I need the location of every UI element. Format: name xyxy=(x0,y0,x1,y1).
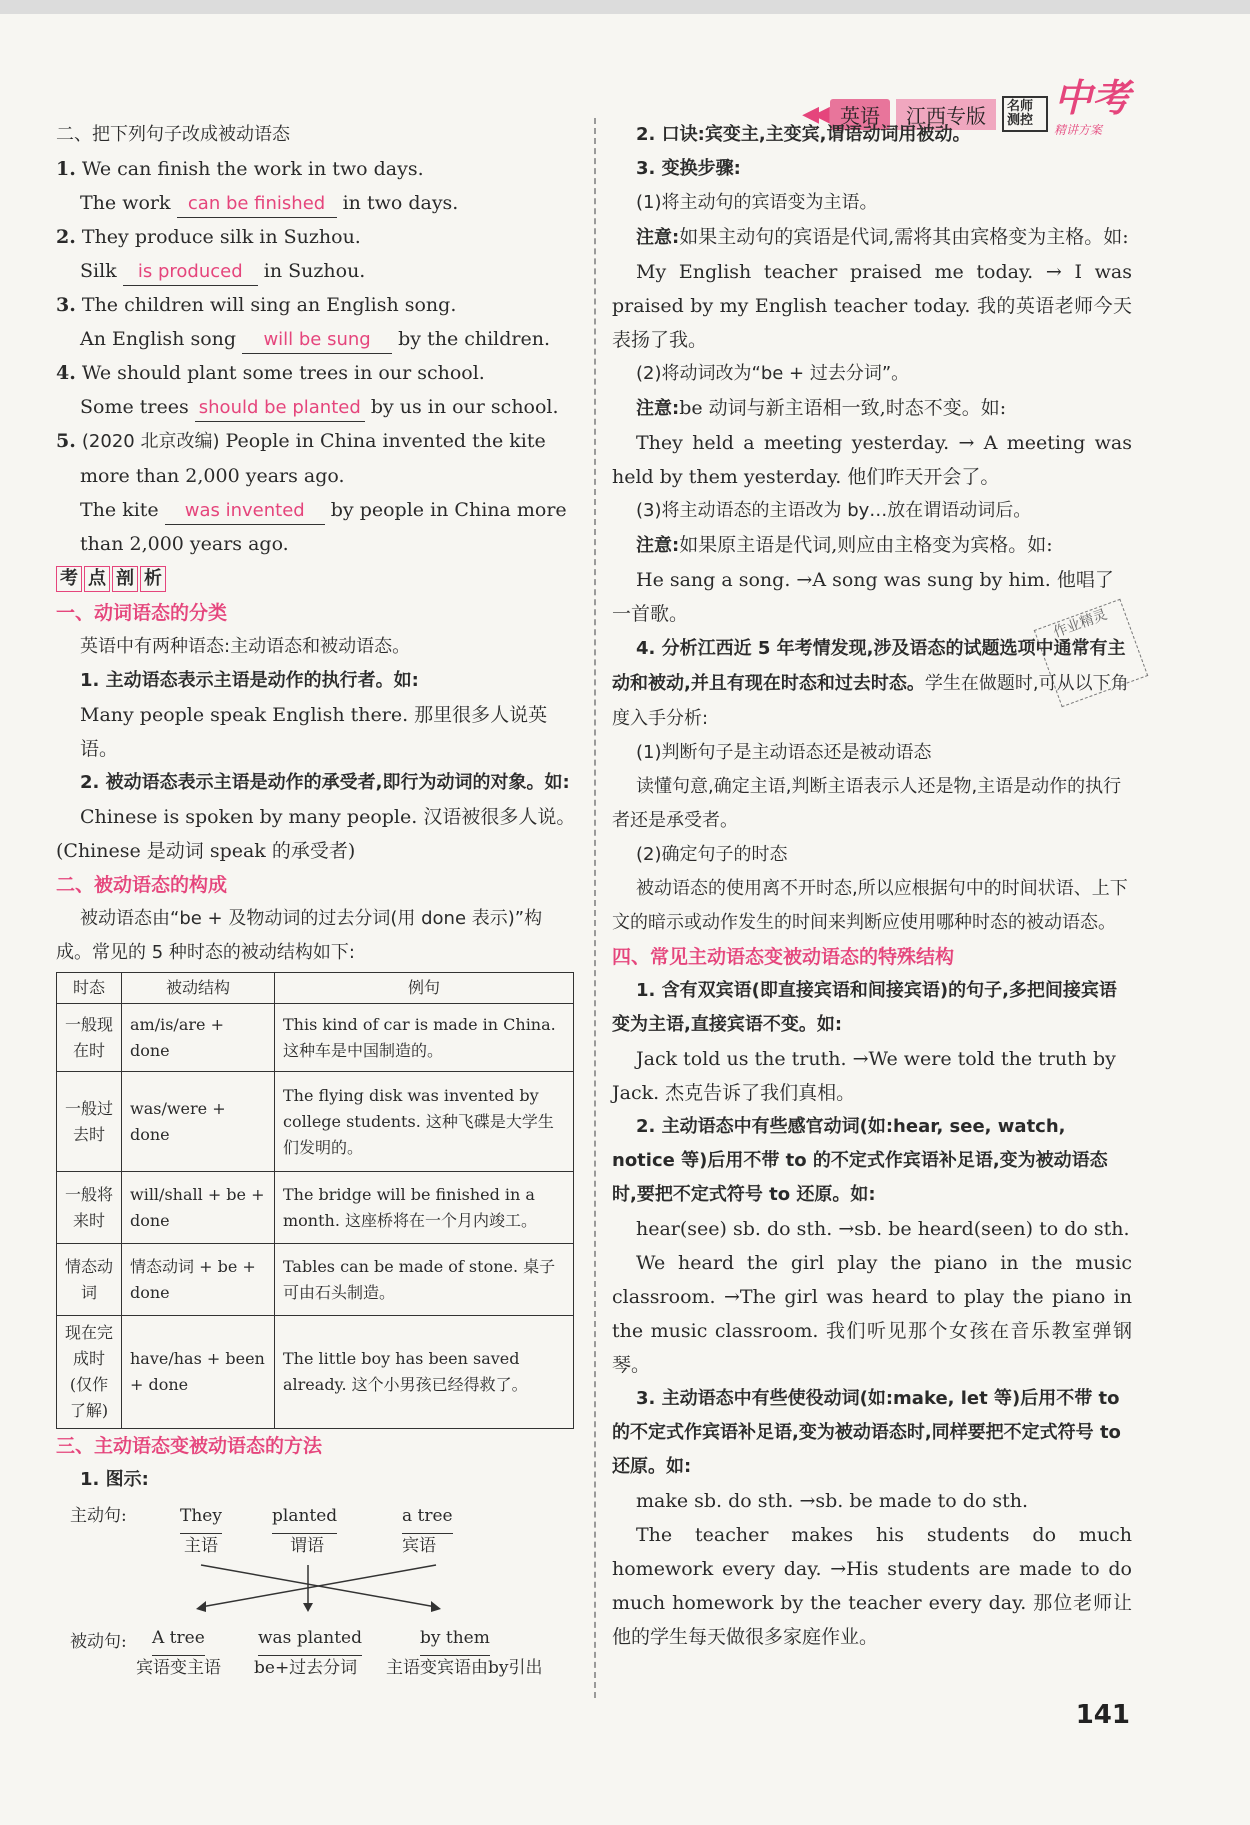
paragraph: (1)判断句子是主动语态还是被动语态 xyxy=(636,742,932,763)
question-5 xyxy=(56,424,576,493)
paragraph: (2)将动词改为“be + 过去分词”。 xyxy=(636,363,910,384)
question-number: 1. xyxy=(56,158,76,180)
table-row xyxy=(57,1172,574,1244)
diagram-word: A tree xyxy=(152,1621,205,1656)
paragraph: 2. 被动语态表示主语是动作的承受者,即行为动词的对象。如: xyxy=(80,772,570,793)
heading-special-structures: 四、常见主动语态变被动语态的特殊结构 xyxy=(612,946,955,968)
table-cell: have/has + been + done xyxy=(122,1316,275,1429)
answer-prefix: Silk xyxy=(80,260,117,282)
example: My English teacher praised me today. → I was praised by my English teacher today. 我的英语老师今天表扬了我。 xyxy=(612,261,1132,351)
table-cell: 一般现在时 xyxy=(57,1004,122,1072)
answer-blank: will be sung xyxy=(242,327,392,354)
answer-prefix: An English song xyxy=(80,328,237,350)
scan-edge xyxy=(0,0,1250,14)
subject-tag: 英语 xyxy=(830,99,890,130)
banner-char: 考 xyxy=(56,566,82,592)
brand-sub: 精讲方案 xyxy=(1053,123,1102,137)
paragraph: 1. 主动语态表示主语是动作的执行者。如: xyxy=(80,670,419,691)
active-label: 主动句: xyxy=(70,1506,127,1526)
paragraph: 被动语态的使用离不开时态,所以应根据句中的时间状语、上下文的暗示或动作发生的时间来判断应使用哪种时态的被动语态。 xyxy=(612,878,1128,933)
example: We heard the girl play the piano in the music classroom. →The girl was heard to play the piano in the music classroom. 我们听见那个女孩在音乐教室弹钢琴。 xyxy=(612,1252,1132,1376)
table-header-row xyxy=(57,973,574,1004)
table-row xyxy=(57,1316,574,1429)
note xyxy=(612,391,1132,426)
example: Many people speak English there. 那里很多人说英语。 xyxy=(80,704,548,760)
answer-line-1 xyxy=(56,186,576,220)
table-cell: Tables can be made of stone. 桌子可由石头制造。 xyxy=(275,1244,574,1316)
note-text: 如果原主语是代词,则应由主格变为宾格。如: xyxy=(679,534,1053,556)
section-title: 二、把下列句子改成被动语态 xyxy=(56,124,290,145)
note-label: 注意: xyxy=(636,398,680,419)
diagram-role: 主语 xyxy=(184,1536,218,1556)
passive-tense-table xyxy=(56,972,574,1429)
banner-char: 点 xyxy=(84,566,110,592)
diagram-word: planted xyxy=(272,1499,337,1534)
table-cell: 一般过去时 xyxy=(57,1072,122,1172)
question-3 xyxy=(56,288,576,322)
left-column xyxy=(56,118,576,1692)
question-text: The children will sing an English song. xyxy=(81,294,457,316)
paragraph: (1)将主动句的宾语变为主语。 xyxy=(636,192,878,213)
table-cell: will/shall + be + done xyxy=(122,1172,275,1244)
paragraph: 2. 口诀:宾变主,主变宾,谓语动词用被动。 xyxy=(636,124,971,145)
diagram-word: was planted xyxy=(258,1621,362,1656)
example: Jack told us the truth. →We were told the truth by Jack. 杰克告诉了我们真相。 xyxy=(612,1048,1116,1104)
table-cell: 现在完成时(仅作了解) xyxy=(57,1316,122,1429)
conversion-diagram xyxy=(56,1497,576,1692)
paragraph: 1. 图示: xyxy=(80,1469,149,1490)
note-text: 如果主动句的宾语是代词,需将其由宾格变为主格。如: xyxy=(679,226,1129,248)
answer-suffix: by people in China more than 2,000 years ago. xyxy=(80,499,567,555)
diagram-word: They xyxy=(180,1499,222,1534)
banner-char: 剖 xyxy=(112,566,138,592)
answer-line-2 xyxy=(56,254,576,288)
heading-passive-structure: 二、被动语态的构成 xyxy=(56,874,228,896)
question-text: We can finish the work in two days. xyxy=(81,158,424,180)
column-header: 被动结构 xyxy=(122,973,275,1004)
note-text: be 动词与新主语相一致,时态不变。如: xyxy=(679,397,1007,419)
edition-tag: 江西专版 xyxy=(896,99,996,130)
question-number: 2. xyxy=(56,226,76,248)
banner-char: 析 xyxy=(140,566,166,592)
heading-conversion-method: 三、主动语态变被动语态的方法 xyxy=(56,1435,323,1457)
diagram-role: 宾语 xyxy=(402,1536,436,1556)
table-row xyxy=(57,1244,574,1316)
note xyxy=(612,220,1132,255)
diagram-role: 谓语 xyxy=(290,1536,324,1556)
question-source: (2020 北京改编) xyxy=(81,431,220,452)
paragraph: 1. 含有双宾语(即直接宾语和间接宾语)的句子,多把间接宾语变为主语,直接宾语不变。如: xyxy=(612,980,1117,1035)
table-cell: The flying disk was invented by college students. 这种飞碟是大学生们发明的。 xyxy=(275,1072,574,1172)
answer-prefix: The work xyxy=(80,192,171,214)
bold-text: 4. 分析江西近 5 年考情发现,涉及语态的试题选项中通常有主动和被动,并且有现在时态和过去时态。 xyxy=(612,638,1126,694)
example: Chinese is spoken by many people. 汉语被很多人说。(Chinese 是动词 speak 的承受者) xyxy=(56,806,576,862)
answer-suffix: by us in our school. xyxy=(370,396,559,418)
diagram-note: be+过去分词 xyxy=(254,1658,358,1678)
question-1 xyxy=(56,152,576,186)
question-number: 4. xyxy=(56,362,76,384)
example: The teacher makes his students do much homework every day. →His students are made to do much homework by the teacher every day. 那位老师让他的学生每天做很多家庭作业。 xyxy=(612,1524,1132,1648)
paragraph: 2. 主动语态中有些感官动词(如:hear, see, watch, notice 等)后用不带 to 的不定式作宾语补足语,变为被动语态时,要把不定式符号 to 还原。如: xyxy=(612,1116,1108,1205)
example: make sb. do sth. →sb. be made to do sth. xyxy=(636,1490,1029,1512)
question-4 xyxy=(56,356,576,390)
table-cell: am/is/are + done xyxy=(122,1004,275,1072)
paragraph: 被动语态由“be + 及物动词的过去分词(用 done 表示)”构成。常见的 5 种时态的被动结构如下: xyxy=(56,908,543,963)
answer-suffix: in two days. xyxy=(342,192,459,214)
question-text: They produce silk in Suzhou. xyxy=(81,226,361,248)
passive-label: 被动句: xyxy=(70,1632,127,1652)
publisher-logo: 名师测控 xyxy=(1002,96,1048,132)
watermark-stamp: 作业精灵 xyxy=(1034,599,1148,708)
page-number: 141 xyxy=(1075,1700,1130,1730)
diagram-word: a tree xyxy=(402,1499,453,1534)
right-column xyxy=(612,118,1132,1654)
analysis-banner xyxy=(56,566,166,592)
question-2 xyxy=(56,220,576,254)
example: hear(see) sb. do sth. →sb. be heard(seen) to do sth. xyxy=(636,1218,1130,1240)
question-number: 3. xyxy=(56,294,76,316)
answer-suffix: by the children. xyxy=(398,328,551,350)
paragraph: 英语中有两种语态:主动语态和被动语态。 xyxy=(80,636,411,657)
plain-text: 学生在做题时,可从以下角度入手分析: xyxy=(612,673,1129,729)
column-header: 例句 xyxy=(275,973,574,1004)
paragraph: (3)将主动语态的主语改为 by…放在谓语动词后。 xyxy=(636,500,1032,521)
answer-blank: was invented xyxy=(165,498,325,525)
table-cell: 一般将来时 xyxy=(57,1172,122,1244)
column-header: 时态 xyxy=(57,973,122,1004)
table-cell: 情态动词 + be + done xyxy=(122,1244,275,1316)
answer-blank: can be finished xyxy=(177,191,337,218)
table-row xyxy=(57,1072,574,1172)
note-label: 注意: xyxy=(636,227,680,248)
question-number: 5. xyxy=(56,430,76,452)
answer-prefix: The kite xyxy=(80,499,159,521)
table-cell: The little boy has been saved already. 这个小男孩已经得救了。 xyxy=(275,1316,574,1429)
table-cell: The bridge will be finished in a month. 这座桥将在一个月内竣工。 xyxy=(275,1172,574,1244)
table-row xyxy=(57,1004,574,1072)
question-text: People in China invented the kite more than 2,000 years ago. xyxy=(80,430,546,487)
answer-blank: is produced xyxy=(123,259,258,286)
heading-voice-types: 一、动词语态的分类 xyxy=(56,602,228,624)
answer-prefix: Some trees xyxy=(80,396,189,418)
example: They held a meeting yesterday. → A meeting was held by them yesterday. 他们昨天开会了。 xyxy=(612,432,1132,488)
paragraph: 读懂句意,确定主语,判断主语表示人还是物,主语是动作的执行者还是承受者。 xyxy=(612,776,1122,831)
paragraph: (2)确定句子的时态 xyxy=(636,844,788,865)
paragraph: 3. 变换步骤: xyxy=(636,158,741,179)
answer-blank: should be planted xyxy=(195,395,365,422)
answer-line-4 xyxy=(56,390,576,424)
double-arrow-icon: ◀◀ xyxy=(802,101,824,127)
table-cell: This kind of car is made in China. 这种车是中国制造的。 xyxy=(275,1004,574,1072)
diagram-note: 主语变宾语由by引出 xyxy=(386,1658,543,1678)
brand-main: 中考 xyxy=(1053,76,1130,120)
note-label: 注意: xyxy=(636,535,680,556)
answer-line-3 xyxy=(56,322,576,356)
example: He sang a song. →A song was sung by him. 他唱了一首歌。 xyxy=(612,569,1114,625)
paragraph: 3. 主动语态中有些使役动词(如:make, let 等)后用不带 to 的不定式作宾语补足语,变为被动语态时,同样要把不定式符号 to 还原。如: xyxy=(612,1388,1121,1477)
diagram-word: by them xyxy=(420,1621,490,1656)
answer-line-5 xyxy=(56,493,576,561)
column-divider xyxy=(594,118,596,1698)
diagram-note: 宾语变主语 xyxy=(136,1658,221,1678)
question-text: We should plant some trees in our school. xyxy=(81,362,485,384)
table-cell: 情态动词 xyxy=(57,1244,122,1316)
answer-suffix: in Suzhou. xyxy=(263,260,366,282)
note xyxy=(612,528,1132,563)
table-cell: was/were + done xyxy=(122,1072,275,1172)
